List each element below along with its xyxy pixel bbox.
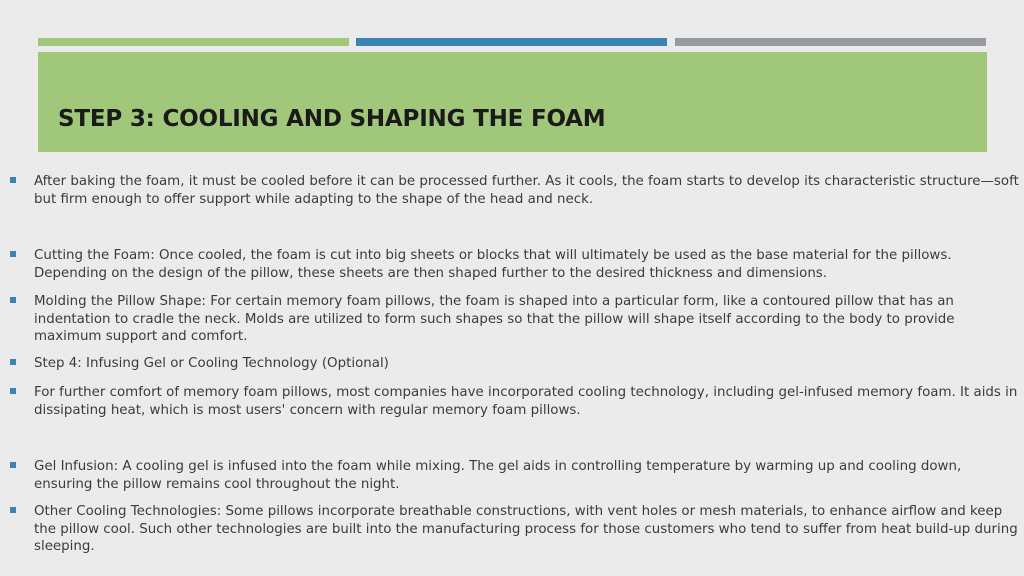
bullet-text: Cutting the Foam: Once cooled, the foam is cut into big sheets or blocks that will ultimately be used as the base material for the pillows. Depending on the design of the pillow, these sheets are then shaped further to the desired thickness and dimensions. (34, 248, 952, 281)
square-bullet-icon (10, 251, 16, 257)
bullet-item (34, 355, 1019, 373)
bullet-item (34, 173, 1019, 208)
bullet-text: Molding the Pillow Shape: For certain memory foam pillows, the foam is shaped into a particular form, like a contoured pillow that has an indentation to cradle the neck. Molds are utilized to form such shapes so that the pillow will shape itself according to the body to provide maximum support and comfort. (34, 294, 955, 344)
bullet-text: Step 4: Infusing Gel or Cooling Technology (Optional) (34, 356, 389, 371)
square-bullet-icon (10, 297, 16, 303)
square-bullet-icon (10, 462, 16, 468)
bullet-item (34, 384, 1019, 419)
slide-title: STEP 3: COOLING AND SHAPING THE FOAM (58, 106, 606, 132)
bullet-text: Other Cooling Technologies: Some pillows incorporate breathable constructions, with vent holes or mesh materials, to enhance airflow and keep the pillow cool. Such other technologies are built into the manufacturing process for those customers who tend to suffer from heat build-up during sleeping. (34, 504, 1018, 554)
square-bullet-icon (10, 507, 16, 513)
bullet-item (34, 503, 1019, 556)
bullet-text: After baking the foam, it must be cooled before it can be processed further. As it cools, the foam starts to develop its characteristic structure—soft but firm enough to offer support while adapting to the shape of the head and neck. (34, 174, 1019, 207)
square-bullet-icon (10, 359, 16, 365)
square-bullet-icon (10, 388, 16, 394)
bullet-item (34, 247, 1019, 282)
bullet-text: For further comfort of memory foam pillows, most companies have incorporated cooling technology, including gel-infused memory foam. It aids in dissipating heat, which is most users' concern with regular memory foam pillows. (34, 385, 1018, 418)
bullet-text: Gel Infusion: A cooling gel is infused into the foam while mixing. The gel aids in controlling temperature by warming up and cooling down, ensuring the pillow remains cool throughout the night. (34, 459, 962, 492)
bullet-item (34, 293, 1019, 346)
square-bullet-icon (10, 177, 16, 183)
bullet-item (34, 458, 1019, 493)
